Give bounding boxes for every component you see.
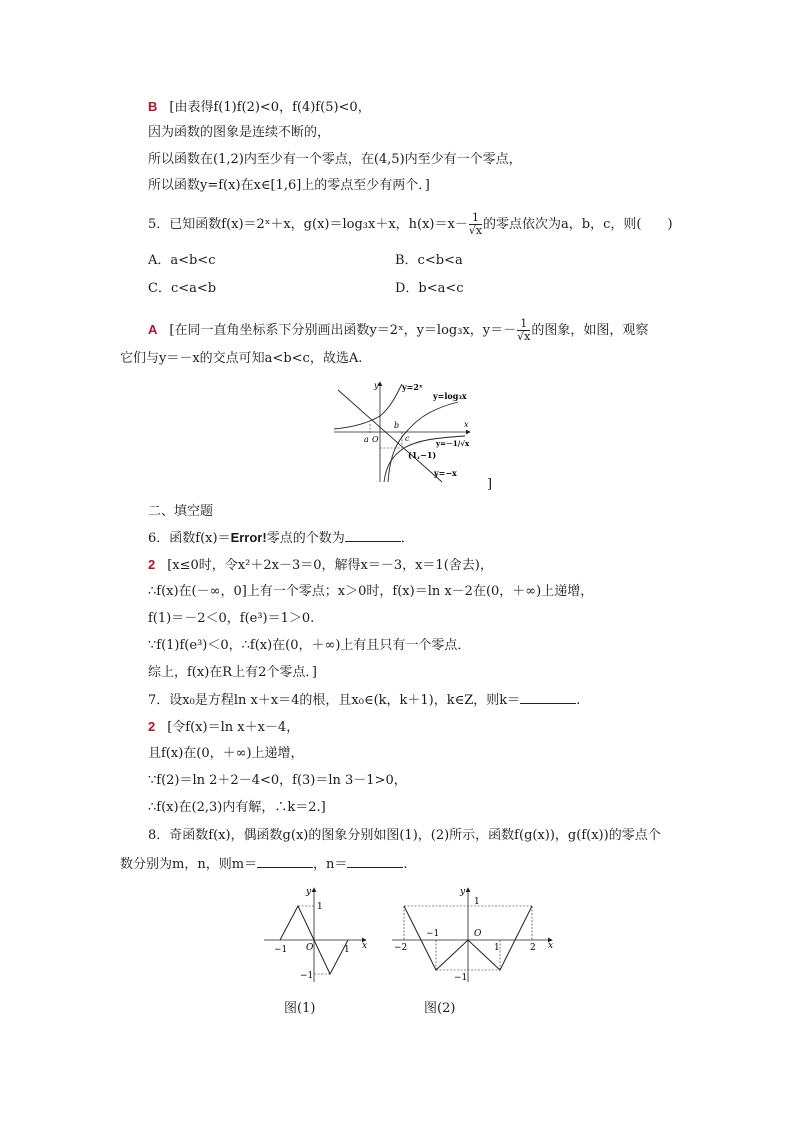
q8-stem-part: . [403, 857, 408, 872]
q7-solution-line [148, 718, 299, 737]
q5-solution-line: 它们与y＝－x的交点可知a<b<c，故选A. [120, 351, 363, 366]
tick-label: −1 [300, 971, 314, 981]
answer-blank [520, 691, 576, 704]
fraction-denominator: √x [517, 330, 531, 343]
q7-stem-part: 7．设x₀是方程ln x＋x＝4的根，且x₀∈(k，k＋1)，k∈Z，则k＝ [148, 693, 521, 708]
q7-solution-line: 且f(x)在(0，＋∞)上递增， [148, 746, 304, 761]
question-8-stem: 8．奇函数f(x)，偶函数g(x)的图象分别如图(1)，(2)所示，函数f(g(x))，g(f(x))的零点个 [148, 828, 661, 843]
curve-label: y=log₃x [433, 391, 467, 401]
root-c-label: c [405, 434, 410, 443]
origin-label: O [306, 943, 314, 953]
solution-text: [由表得f(1)f(2)<0，f(4)f(5)<0， [169, 100, 371, 115]
figure-2-caption: 图(2) [424, 1001, 456, 1016]
q5-stem-part: 的零点依次为a，b，c，则( ) [483, 217, 673, 232]
figure-2-graph [390, 884, 558, 984]
tick-label: 1 [317, 902, 323, 912]
answer-label: B [148, 99, 158, 114]
q6-solution-line: 综上，f(x)在R上有2个零点．] [148, 665, 317, 680]
question-5-stem [148, 212, 673, 237]
q6-solution-line: ∴f(x)在(－∞，0]上有一个零点；x＞0时，f(x)＝ln x－2在(0，＋∞)上递增， [148, 584, 594, 599]
answer-blank-m [257, 855, 313, 868]
origin-label: O [474, 929, 482, 939]
q7-solution-line: ∴f(x)在(2,3)内有解，∴k＝2.] [148, 800, 326, 815]
question-6-stem [148, 529, 414, 548]
q6-stem-part: 零点的个数为 [266, 531, 345, 546]
q5-function-graph [330, 376, 480, 484]
solution-line [148, 98, 371, 117]
answer-label: A [148, 322, 158, 337]
tick-label: 1 [474, 897, 480, 907]
x-axis-label: x [548, 941, 554, 951]
answer-label: 2 [148, 557, 156, 572]
y-axis-label: y [306, 887, 312, 897]
question-7-stem [148, 691, 580, 710]
q8-stem-part: ，n＝ [313, 857, 348, 872]
option-b: B．c<b<a [395, 253, 463, 268]
exp-curve [334, 384, 402, 429]
tick-label: −1 [426, 929, 440, 939]
fraction-numerator: 1 [469, 212, 482, 225]
curve-label: y=2ˣ [402, 382, 423, 392]
q7-stem-part: . [576, 693, 581, 708]
solution-line: 所以函数y=f(x)在x∈[1,6]上的零点至少有两个．] [148, 178, 430, 193]
solution-text: [令f(x)＝ln x＋x－4， [167, 720, 300, 735]
closing-bracket: ] [487, 477, 493, 492]
section-heading: 二、填空题 [148, 504, 214, 519]
q5-solution-fraction [517, 318, 530, 343]
answer-blank-n [347, 855, 403, 868]
tick-label: −1 [274, 945, 288, 955]
answer-label: 2 [148, 719, 156, 734]
tick-label: −2 [394, 943, 408, 953]
option-a: A．a<b<c [148, 253, 216, 268]
solution-text: [x≤0时，令x²＋2x－3＝0，解得x＝－3，x＝1(舍去)， [167, 558, 493, 573]
root-a-label: a [364, 435, 369, 444]
tick-label: −1 [454, 973, 468, 983]
point-label: (1,−1) [408, 450, 437, 460]
q6-solution-line: f(1)＝－2＜0，f(e³)＝1＞0. [148, 611, 315, 626]
q6-solution-line: ∵f(1)f(e³)＜0，∴f(x)在(0，＋∞)上有且只有一个零点． [148, 638, 471, 653]
tick-label: 2 [530, 943, 536, 953]
q5-solution-part: 的图象，如图，观察 [531, 323, 649, 338]
origin-label: O [372, 435, 379, 444]
fraction-numerator: 1 [517, 318, 530, 331]
q6-solution-line [148, 556, 493, 575]
x-axis-label: x [362, 941, 368, 951]
curve-label: y=－1/√x [436, 439, 470, 448]
line-label: y=−x [434, 468, 457, 478]
option-c: C．c<a<b [148, 281, 217, 296]
x-axis-label: x [464, 420, 469, 429]
question-8-stem [120, 855, 408, 874]
solution-line: 因为函数的图象是连续不断的， [148, 125, 331, 140]
y-axis-label: y [460, 887, 466, 897]
q8-stem-part: 数分别为m，n，则m＝ [120, 857, 258, 872]
tick-label: 1 [494, 943, 500, 953]
answer-blank [345, 529, 401, 542]
q6-stem-part: ． [400, 531, 414, 546]
tick-label: 1 [344, 945, 350, 955]
fraction-denominator: √x [468, 224, 483, 237]
error-text: Error! [230, 530, 267, 545]
q5-fraction [469, 212, 482, 237]
root-b-label: b [394, 421, 400, 430]
q5-stem-part: 5．已知函数f(x)＝2ˣ＋x，g(x)＝log₃x＋x，h(x)＝x－ [148, 217, 468, 232]
y-axis-label: y [374, 381, 379, 390]
solution-line: 所以函数在(1,2)内至少有一个零点，在(4,5)内至少有一个零点， [148, 152, 522, 167]
option-d: D．b<a<c [395, 281, 464, 296]
q6-stem-part: 6．函数f(x)＝ [148, 531, 231, 546]
q7-solution-line: ∵f(2)＝ln 2＋2－4<0，f(3)＝ln 3－1>0， [148, 773, 407, 788]
figure-1-caption: 图(1) [284, 1001, 316, 1016]
q5-solution-part: [在同一直角坐标系下分别画出函数y＝2ˣ，y＝log₃x，y＝－ [169, 323, 517, 338]
figure-1-graph [262, 884, 372, 984]
q5-solution-line [148, 318, 648, 343]
